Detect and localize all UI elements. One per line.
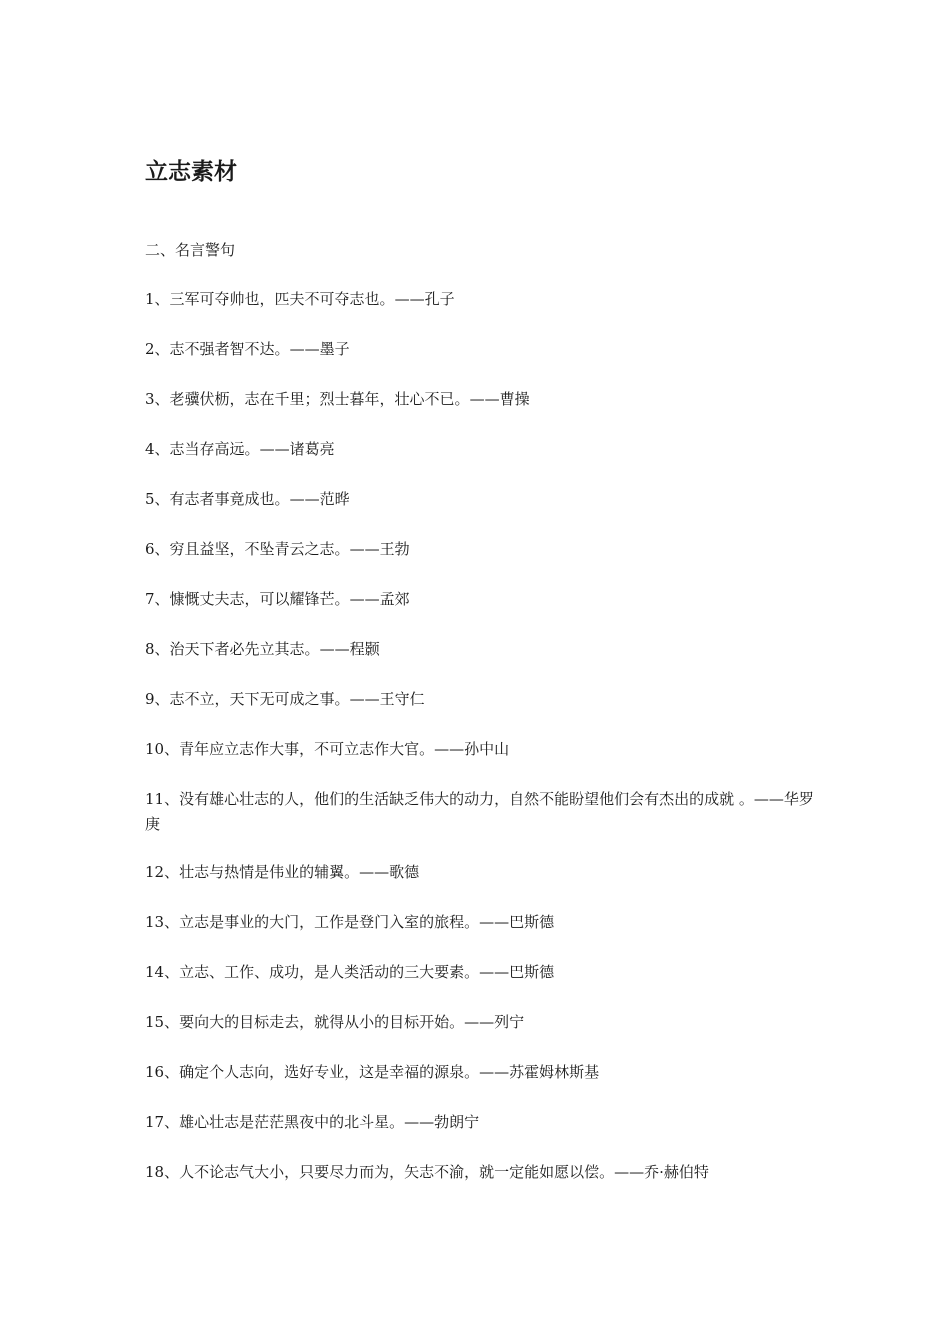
quote-item bbox=[145, 339, 825, 359]
document-title: 立志素材 bbox=[145, 159, 237, 185]
quote-author: —— 华罗庚 bbox=[145, 790, 814, 833]
quote-text: 老骥伏枥，志在千里；烈士暮年，壮心不已。 bbox=[169, 390, 470, 408]
quote-number: 5、 bbox=[145, 490, 170, 508]
quote-text: 穷且益坚，不坠青云之志。 bbox=[169, 540, 350, 558]
quote-text: 三军可夺帅也，匹夫不可夺志也。 bbox=[169, 290, 395, 308]
quote-author: —— 巴斯德 bbox=[479, 963, 554, 981]
quote-author: —— 苏霍姆林斯基 bbox=[479, 1063, 599, 1081]
quote-text: 志不强者智不达。 bbox=[169, 340, 290, 358]
quote-number: 2、 bbox=[145, 340, 170, 358]
quote-author: —— 王守仁 bbox=[350, 690, 425, 708]
quote-item bbox=[145, 389, 825, 409]
quote-item bbox=[145, 639, 825, 659]
quote-text: 立志、工作、成功，是人类活动的三大要素。 bbox=[179, 963, 480, 981]
quote-text: 慷慨丈夫志，可以耀锋芒。 bbox=[169, 590, 350, 608]
quote-number: 12、 bbox=[145, 863, 180, 881]
quote-number: 3、 bbox=[145, 390, 170, 408]
quote-number: 17、 bbox=[145, 1113, 180, 1131]
quote-text: 壮志与热情是伟业的辅翼。 bbox=[179, 863, 360, 881]
quote-text: 雄心壮志是茫茫黑夜中的北斗星。 bbox=[179, 1113, 405, 1131]
quote-number: 14、 bbox=[145, 963, 180, 981]
quote-text: 有志者事竟成也。 bbox=[169, 490, 290, 508]
quote-number: 4、 bbox=[145, 440, 170, 458]
quote-author: —— 巴斯德 bbox=[479, 913, 554, 931]
quote-item bbox=[145, 1012, 825, 1032]
quote-item bbox=[145, 289, 825, 309]
quote-author: —— 列宁 bbox=[464, 1013, 524, 1031]
quote-author: —— 程颢 bbox=[320, 640, 380, 658]
quote-author: —— 范晔 bbox=[290, 490, 350, 508]
quote-number: 10、 bbox=[145, 740, 180, 758]
quote-text: 人不论志气大小，只要尽力而为，矢志不渝，就一定能如愿以偿。 bbox=[179, 1163, 615, 1181]
quote-number: 6、 bbox=[145, 540, 170, 558]
quote-number: 18、 bbox=[145, 1163, 180, 1181]
quote-author: —— 诸葛亮 bbox=[260, 440, 335, 458]
quote-author: —— 曹操 bbox=[470, 390, 530, 408]
quote-author: —— 王勃 bbox=[350, 540, 410, 558]
quote-author: —— 歌德 bbox=[359, 863, 419, 881]
quote-author: —— 孙中山 bbox=[434, 740, 509, 758]
quote-item bbox=[145, 912, 825, 932]
quote-author: —— 孟郊 bbox=[350, 590, 410, 608]
quote-item bbox=[145, 439, 825, 459]
quote-item bbox=[145, 539, 825, 559]
quote-item bbox=[145, 1162, 825, 1182]
quote-item bbox=[145, 1062, 825, 1082]
quote-author: —— 勃朗宁 bbox=[404, 1113, 479, 1131]
quote-text: 志当存高远。 bbox=[169, 440, 260, 458]
section-heading: 二、名言警句 bbox=[145, 241, 236, 259]
quote-number: 15、 bbox=[145, 1013, 180, 1031]
quote-item bbox=[145, 962, 825, 982]
quote-number: 8、 bbox=[145, 640, 170, 658]
quote-number: 13、 bbox=[145, 913, 180, 931]
quote-text: 没有雄心壮志的人，他们的生活缺乏伟大的动力，自然不能盼望他们会有杰出的成就 。 bbox=[179, 790, 754, 808]
quote-text: 青年应立志作大事，不可立志作大官。 bbox=[179, 740, 435, 758]
quote-number: 9、 bbox=[145, 690, 170, 708]
quote-text: 确定个人志向，选好专业，这是幸福的源泉。 bbox=[179, 1063, 480, 1081]
quote-item bbox=[145, 739, 825, 759]
quote-text: 立志是事业的大门，工作是登门入室的旅程。 bbox=[179, 913, 480, 931]
quote-author: —— 墨子 bbox=[290, 340, 350, 358]
quote-item bbox=[145, 862, 825, 882]
quote-item bbox=[145, 787, 825, 837]
quote-list bbox=[145, 289, 825, 1212]
quote-number: 11、 bbox=[145, 790, 180, 808]
quote-text: 要向大的目标走去，就得从小的目标开始。 bbox=[179, 1013, 465, 1031]
quote-text: 志不立，天下无可成之事。 bbox=[169, 690, 350, 708]
quote-item bbox=[145, 589, 825, 609]
quote-item bbox=[145, 489, 825, 509]
quote-item bbox=[145, 689, 825, 709]
quote-text: 治天下者必先立其志。 bbox=[169, 640, 320, 658]
quote-number: 7、 bbox=[145, 590, 170, 608]
quote-number: 1、 bbox=[145, 290, 170, 308]
quote-author: —— 孔子 bbox=[395, 290, 455, 308]
quote-number: 16、 bbox=[145, 1063, 180, 1081]
quote-author: —— 乔·赫伯特 bbox=[614, 1163, 709, 1181]
quote-item bbox=[145, 1112, 825, 1132]
